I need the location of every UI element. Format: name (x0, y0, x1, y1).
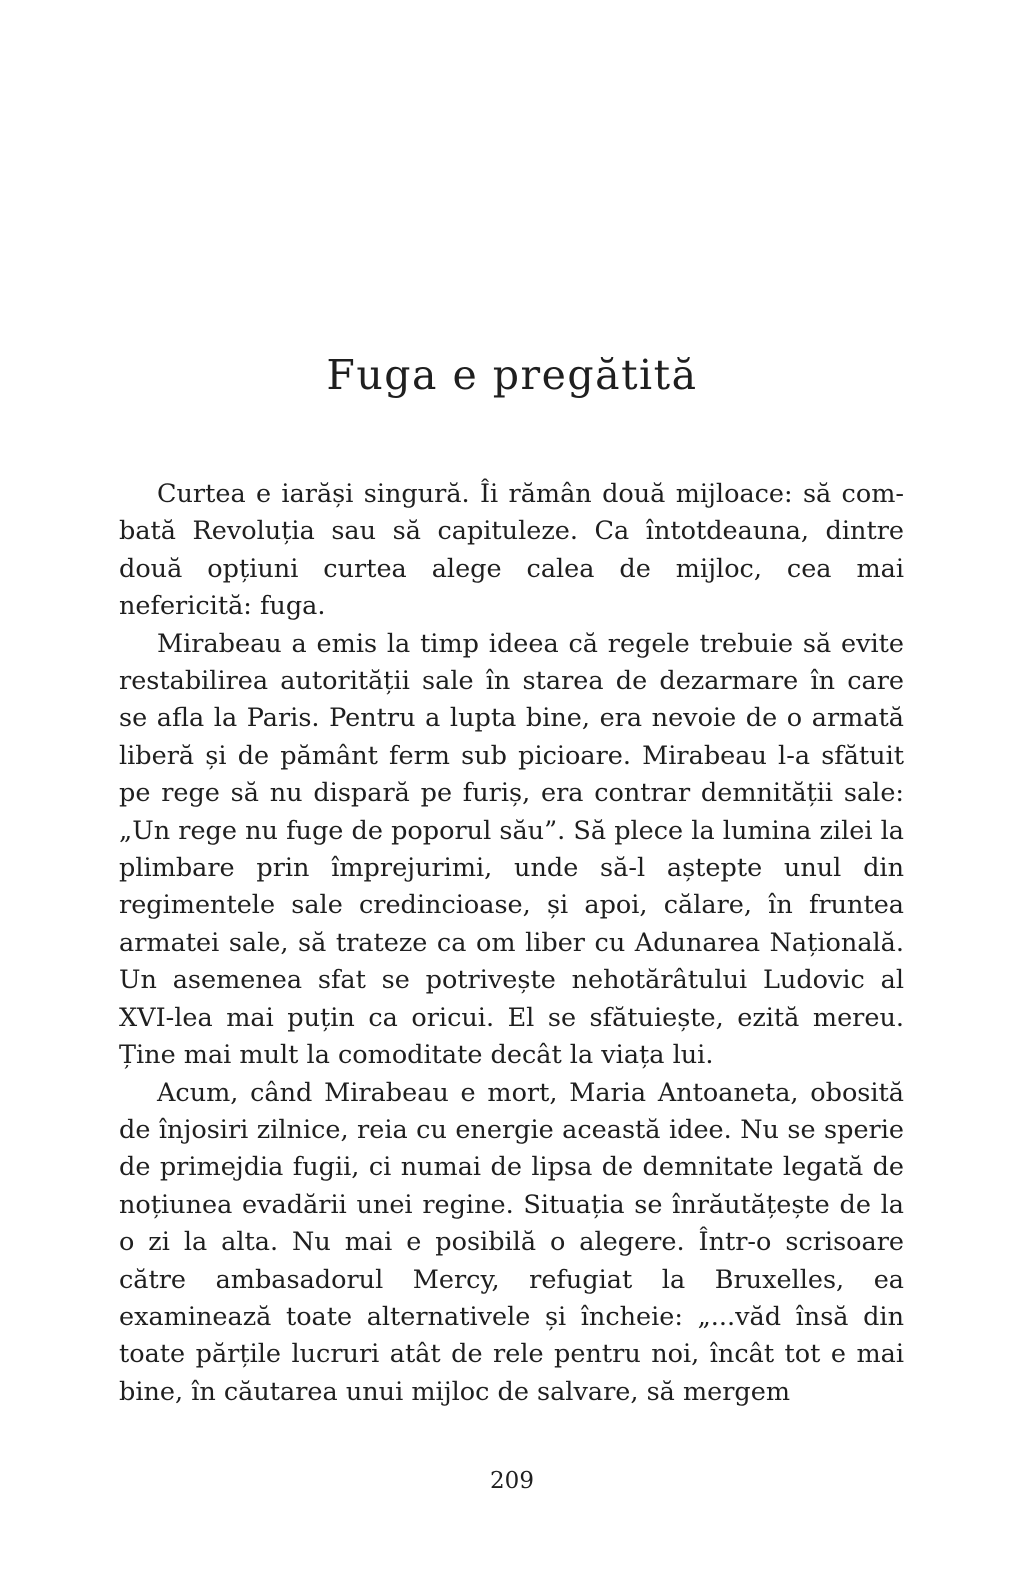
body-text (119, 476, 904, 1411)
paragraph: Mirabeau a emis la timp ideea că regele trebuie să evite restabilirea autorității sale în starea de dezarmare în care se afla la Paris. Pentru a lupta bine, era nevoie de o armată liberă și de pământ ferm sub picioare. Mirabeau l-a sfătuit pe rege să nu dispară pe furiș, era contrar demnității sale: „Un rege nu fuge de poporul său”. Să plece la lumina zilei la plimbare prin împrejurimi, unde să-l aștepte unul din regimentele sale credincioase, și apoi, călare, în fruntea armatei sale, să trateze ca om liber cu Adunarea Națională. Un asemenea sfat se potrivește nehotărâtului Ludovic al XVI-lea mai puțin ca oricui. El se sfătuiește, ezită mereu. Ține mai mult la comoditate decât la viața lui. (119, 628, 904, 1071)
paragraph: Curtea e iarăși singură. Îi rămân două mijloace: să combată Revoluția sau să capituleze. Ca întotdeauna, dintre două opțiuni curtea alege calea de mijloc, cea mai nefericită: fuga. (119, 479, 904, 622)
page-number: 209 (490, 1468, 534, 1494)
chapter-title: Fuga e pregătită (326, 351, 698, 399)
paragraph: Acum, când Mirabeau e mort, Maria Antoaneta, obosită de înjosiri zilnice, reia cu energie această idee. Nu se sperie de primejdia fugii, ci numai de lipsa de demnitate legată de noțiunea evadării unei regine. Situația se înrăutățește de la o zi la alta. Nu mai e posibilă o alegere. Într-o scrisoare către ambasadorul Mercy, refugiat la Bruxelles, ea examinează toate alternativele și încheie: „...văd însă din toate părțile lucruri atât de rele pentru noi, încât tot e mai bine, în căutarea unui mijloc de salvare, să mergem (119, 1077, 904, 1407)
